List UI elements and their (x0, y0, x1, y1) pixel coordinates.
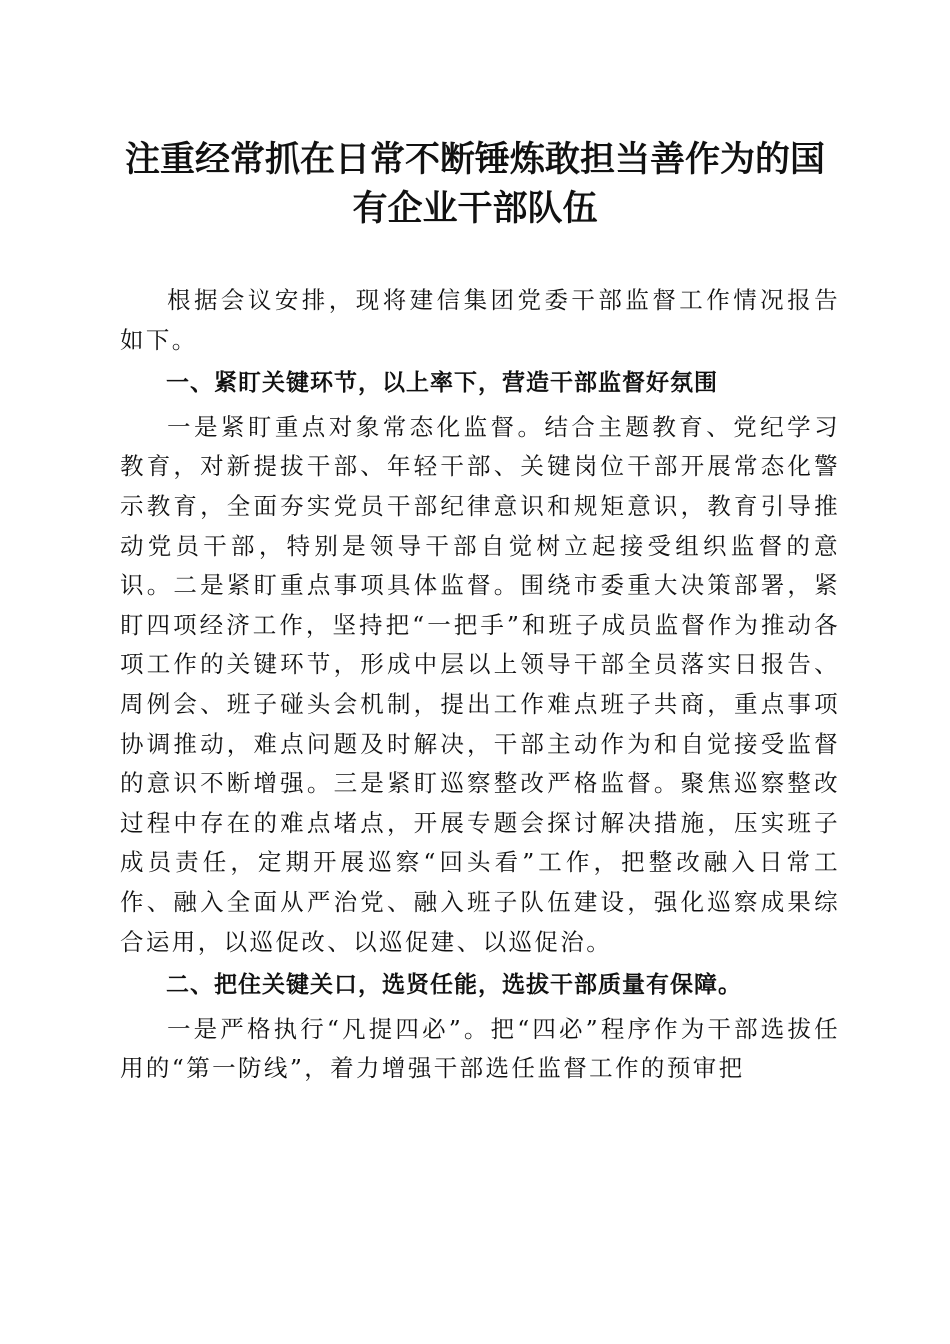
section-1-paragraph: 一是紧盯重点对象常态化监督。结合主题教育、党纪学习教育，对新提拔干部、年轻干部、关键岗位干部开展常态化警示教育，全面夯实党员干部纪律意识和规矩意识，教育引导推动党员干部，特别是领导干部自觉树立起接受组织监督的意识。二是紧盯重点事项具体监督。围绕市委重大决策部署，紧盯四项经济工作，坚持把“一把手”和班子成员监督作为推动各项工作的关键环节，形成中层以上领导干部全员落实日报告、周例会、班子碰头会机制，提出工作难点班子共商，重点事项协调推动，难点问题及时解决，干部主动作为和自觉接受监督的意识不断增强。三是紧盯巡察整改严格监督。聚焦巡察整改过程中存在的难点堵点，开展专题会探讨解决措施，压实班子成员责任，定期开展巡察“回头看”工作，把整改融入日常工作、融入全面从严治党、融入班子队伍建设，强化巡察成果综合运用，以巡促改、以巡促建、以巡促治。 (120, 412, 840, 956)
intro-paragraph: 根据会议安排，现将建信集团党委干部监督工作情况报告如下。 (120, 286, 840, 354)
section-2-paragraph: 一是严格执行“凡提四必”。把“四必”程序作为干部选拔任用的“第一防线”，着力增强干部选任监督工作的预审把 (120, 1014, 840, 1083)
document-body (120, 281, 840, 1089)
document-title (100, 135, 850, 233)
title-line-2: 有企业干部队伍 (352, 188, 598, 229)
title-line-1: 注重经常抓在日常不断锤炼敢担当善作为的国 (124, 139, 825, 180)
section-2-heading: 二、把住关键关口，选贤任能，选拔干部质量有保障。 (166, 972, 742, 999)
section-1-heading: 一、紧盯关键环节，以上率下，营造干部监督好氛围 (166, 370, 718, 397)
